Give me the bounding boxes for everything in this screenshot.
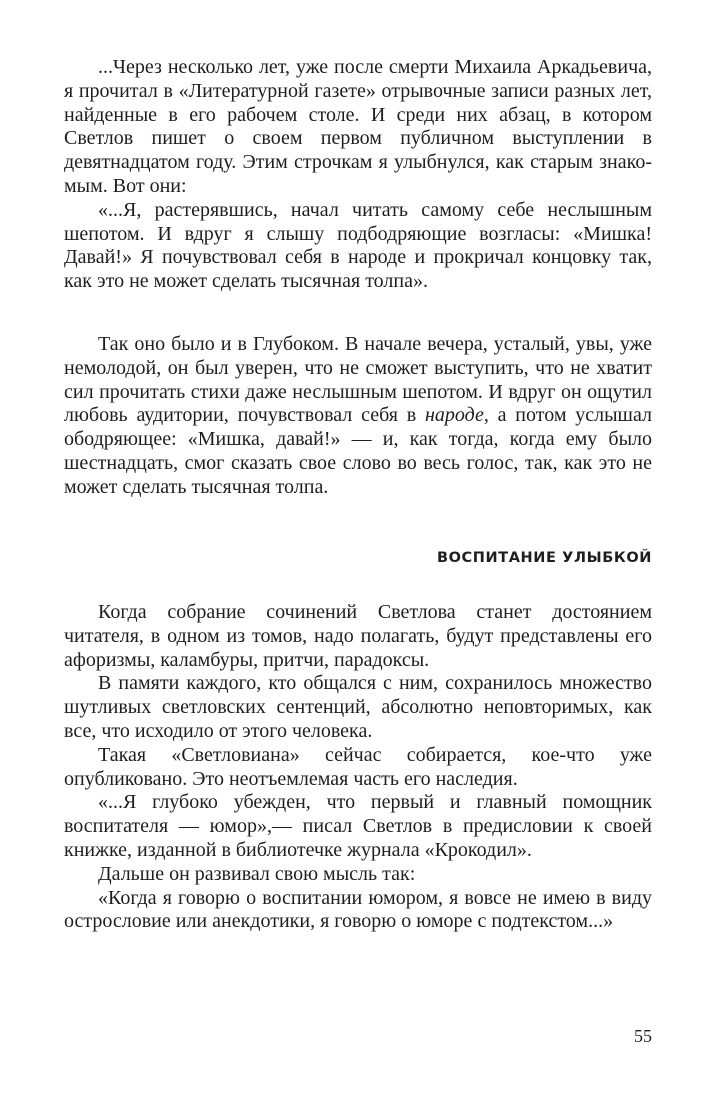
page-number: 55 bbox=[634, 1026, 652, 1046]
chapter-heading: ВОСПИТАНИЕ УЛЫБКОЙ bbox=[436, 550, 652, 566]
text-run: Так оно было и в Глубоком. В начале вечера, усталый, увы, уже немолодой, он был уверен, что не сможет выступить, что не хватит сил прочитать стихи даже неслышным шепотом. И вдруг он ощутил любовь аудитории, почувствовал себя в bbox=[64, 333, 652, 427]
paragraph: ...Через несколько лет, уже после смерти Михаила Аркадьевича, я прочитал в «Литературной газете» отрывочные записи разных лет, найденные в его рабочем столе. И среди них абзац, в котором Светлов пишет о своем первом публичном выступлении в девятнадцатом году. Этим строчкам я улыбнулся, как старым знакомым. Вот они: bbox=[64, 56, 652, 197]
text-run: , а потом услышал ободряющее: «Мишка, давай!» — и, как тогда, когда ему было шестнадцать, смог сказать свое слово во весь голос, так, как это не может сделать тысячная толпа. bbox=[64, 404, 652, 498]
text-section-memoir bbox=[64, 56, 652, 294]
quote-paragraph: «...Я, растерявшись, начал читать самому себе неслышным шепотом. И вдруг я слышу подбодряющие возгласы: «Мишка! Давай!» Я почувствовал себя в народе и прокричал концовку так, как это не может сделать тысячная толпа». bbox=[64, 198, 652, 293]
quote-paragraph: «...Я глубоко убежден, что первый и главный помощник воспитателя — юмор»,— писал Светлов в предисловии к своей книжке, изданной в библиотечке журнала «Крокодил». bbox=[64, 791, 652, 861]
quote-paragraph: «Когда я говорю о воспитании юмором, я вовсе не имею в виду острословие или анекдотики, я говорю о юморе с подтекстом...» bbox=[64, 886, 652, 933]
emphasis-text: народе bbox=[424, 404, 484, 427]
paragraph: Такая «Светловиана» сейчас собирается, кое-что уже опубликовано. Это неотъемлемая часть его наследия. bbox=[64, 743, 652, 790]
paragraph: Дальше он развивал свою мысль так: bbox=[98, 862, 416, 885]
paragraph: Когда собрание сочинений Светлова станет достоянием читателя, в одном из томов, надо полагать, будут представлены его афоризмы, каламбуры, притчи, парадоксы. bbox=[64, 601, 652, 671]
text-section-humor bbox=[64, 601, 652, 934]
paragraph: В памяти каждого, кто общался с ним, сохранилось множество шутливых светловских сентенций, абсолютно неповторимых, как все, что исходило от этого человека. bbox=[64, 672, 652, 742]
text-section-glubokoe bbox=[64, 333, 652, 500]
paragraph bbox=[64, 333, 652, 500]
